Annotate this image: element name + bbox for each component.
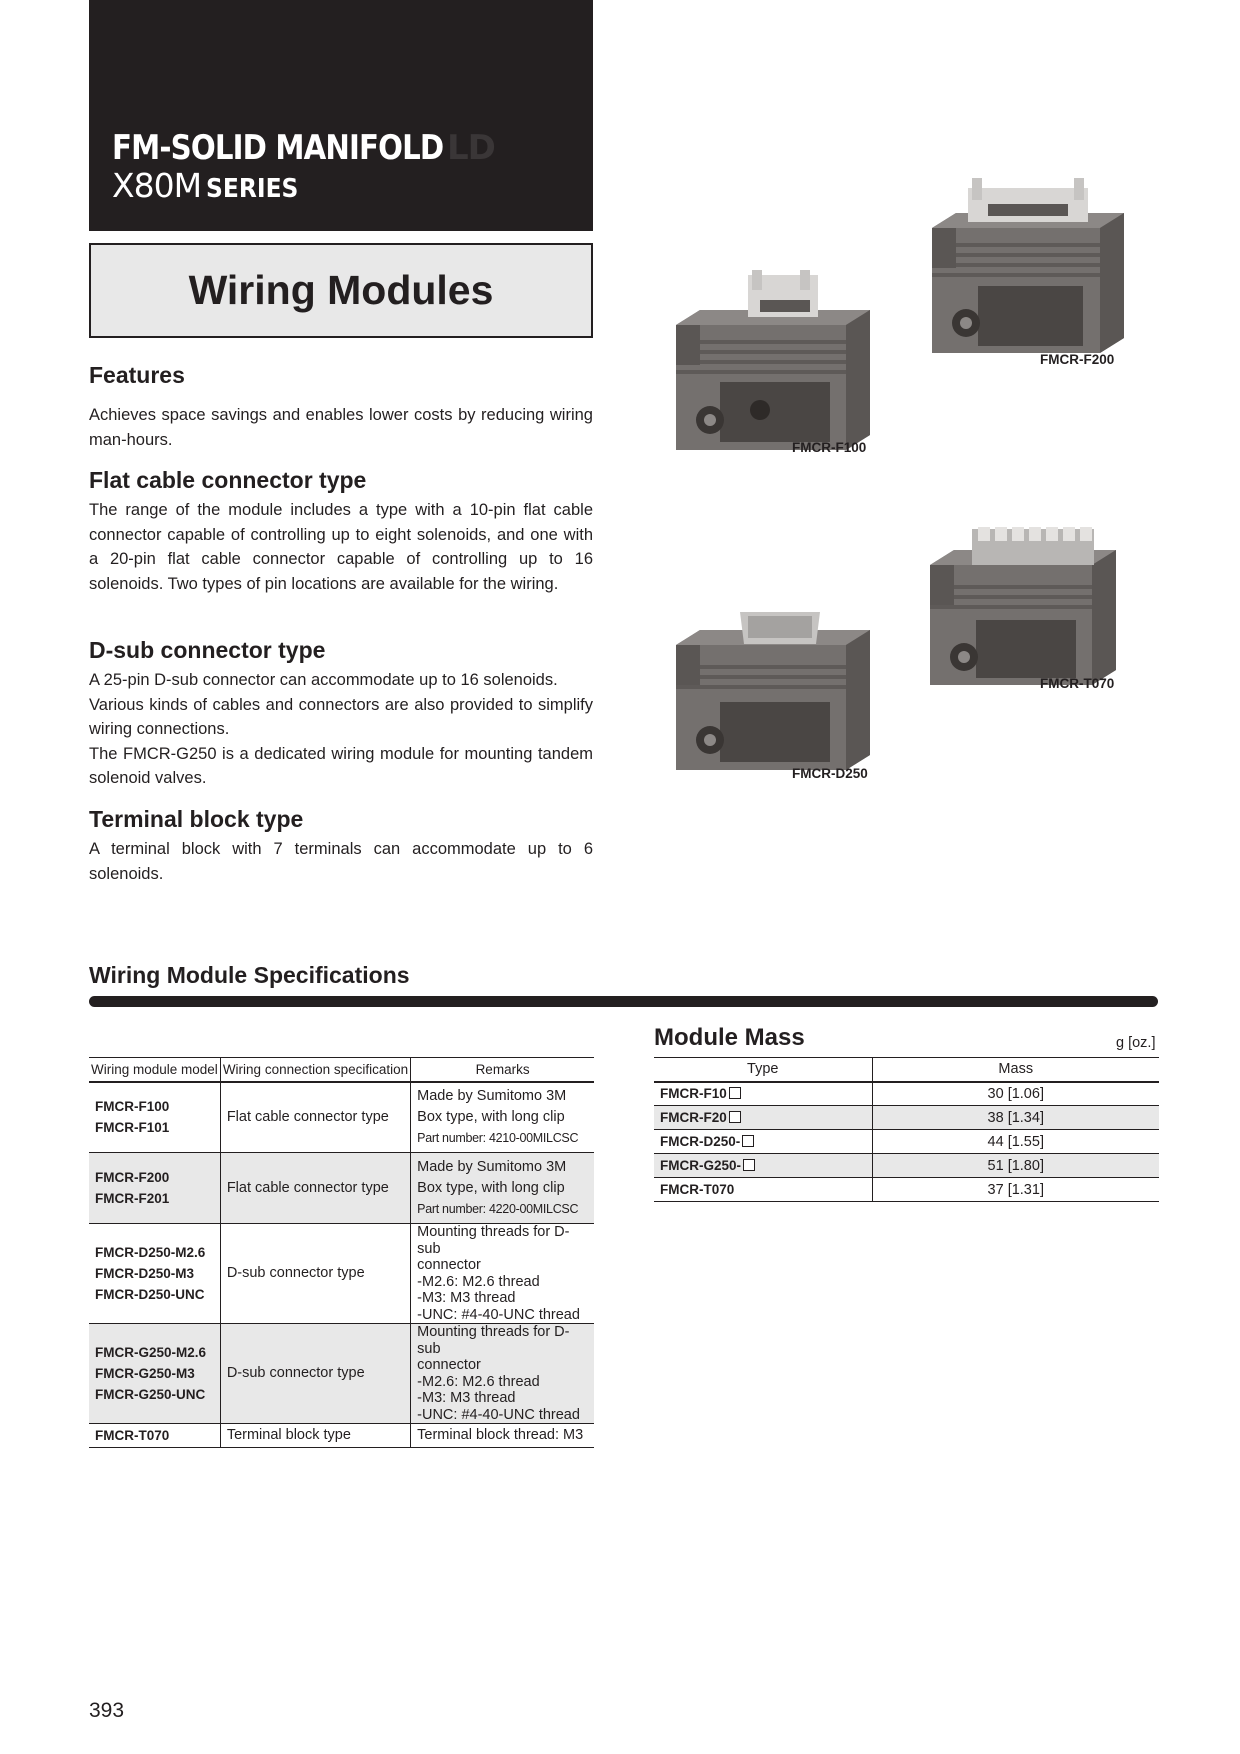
column-header-spec: Wiring connection specification xyxy=(220,1058,410,1082)
module-title-box xyxy=(89,243,593,338)
remark-line: Mounting threads for D-sub xyxy=(417,1224,570,1257)
dsub-text-line1: A 25-pin D-sub connector can accommodate up to 16 solenoids. xyxy=(89,671,558,689)
remark-line: -M2.6: M2.6 thread xyxy=(417,1373,540,1390)
specs-title: Wiring Module Specifications xyxy=(89,962,410,988)
model-cell xyxy=(89,1324,220,1424)
model-name: FMCR-D250-M2.6 xyxy=(95,1245,206,1260)
column-header-mass: Mass xyxy=(872,1058,1159,1082)
mass-title: Module Mass xyxy=(654,1024,805,1051)
dsub-text-line2: Various kinds of cables and connectors are also provided to simplify wiring connections. xyxy=(89,695,593,738)
table-row xyxy=(89,1224,594,1324)
model-name: FMCR-G250-UNC xyxy=(95,1387,206,1402)
remark-line: Box type, with long clip xyxy=(417,1179,565,1196)
table-row xyxy=(654,1106,1159,1130)
table-row xyxy=(654,1178,1159,1202)
remarks-cell xyxy=(411,1153,594,1224)
table-header-row xyxy=(654,1058,1159,1082)
column-header-model: Wiring module model xyxy=(89,1058,220,1082)
model-cell xyxy=(89,1153,220,1224)
part-number: Part number: 4210-00MILCSC xyxy=(417,1130,579,1145)
table-header-row xyxy=(89,1058,594,1082)
mass-value: 44 [1.55] xyxy=(872,1130,1159,1154)
series-code: X80M xyxy=(112,166,202,205)
remark-line: Terminal block thread: M3 xyxy=(417,1427,584,1443)
remark-line: connector xyxy=(417,1257,481,1273)
fmcr-f200-photo xyxy=(928,178,1138,378)
dsub-text xyxy=(89,668,593,791)
type-name: FMCR-F20 xyxy=(660,1110,727,1125)
model-name: FMCR-G250-M2.6 xyxy=(95,1345,207,1360)
table-row xyxy=(89,1082,594,1153)
model-cell xyxy=(89,1424,220,1448)
model-name: FMCR-T070 xyxy=(95,1428,170,1443)
mass-value: 51 [1.80] xyxy=(872,1154,1159,1178)
remark-line: -M3: M3 thread xyxy=(417,1390,516,1406)
model-name: FMCR-F201 xyxy=(95,1191,170,1206)
spec-cell: D-sub connector type xyxy=(220,1324,410,1424)
fmcr-f200-label: FMCR-F200 xyxy=(1040,352,1115,367)
fmcr-f100-label: FMCR-F100 xyxy=(792,440,867,455)
variant-box-icon xyxy=(742,1135,754,1147)
model-name: FMCR-F200 xyxy=(95,1170,170,1185)
series-header xyxy=(89,0,593,231)
table-row xyxy=(654,1082,1159,1106)
remarks-cell xyxy=(411,1324,594,1424)
spec-cell: D-sub connector type xyxy=(220,1224,410,1324)
remark-line: Made by Sumitomo 3M xyxy=(417,1087,567,1104)
spec-cell: Flat cable connector type xyxy=(220,1082,410,1153)
remark-line: Made by Sumitomo 3M xyxy=(417,1158,567,1175)
features-heading: Features xyxy=(89,362,185,388)
variant-box-icon xyxy=(743,1159,755,1171)
model-name: FMCR-D250-UNC xyxy=(95,1287,205,1302)
column-header-type: Type xyxy=(654,1058,872,1082)
model-name: FMCR-D250-M3 xyxy=(95,1266,195,1281)
fmcr-t070-label: FMCR-T070 xyxy=(1040,676,1115,691)
column-header-remarks: Remarks xyxy=(411,1058,594,1082)
header-series xyxy=(112,166,308,205)
remark-line: -UNC: #4-40-UNC thread xyxy=(417,1406,580,1423)
remark-line: Mounting threads for D-sub xyxy=(417,1324,570,1357)
spec-cell: Terminal block type xyxy=(220,1424,410,1448)
mass-value: 38 [1.34] xyxy=(872,1106,1159,1130)
model-name: FMCR-F101 xyxy=(95,1120,170,1136)
remark-line: -M2.6: M2.6 thread xyxy=(417,1273,540,1290)
model-cell xyxy=(89,1082,220,1153)
fmcr-d250-label: FMCR-D250 xyxy=(792,766,868,781)
type-cell xyxy=(654,1130,872,1154)
page-title: Wiring Modules xyxy=(188,267,494,313)
remark-line: connector xyxy=(417,1357,481,1373)
type-cell xyxy=(654,1106,872,1130)
module-mass-table xyxy=(654,1057,1159,1202)
mass-value: 30 [1.06] xyxy=(872,1082,1159,1106)
spec-cell: Flat cable connector type xyxy=(220,1153,410,1224)
remark-line: -UNC: #4-40-UNC thread xyxy=(417,1306,580,1323)
model-name: FMCR-F100 xyxy=(95,1099,170,1115)
fmcr-t070-photo xyxy=(928,525,1138,695)
variant-box-icon xyxy=(729,1111,741,1123)
header-title: FM-SOLID MANIFOLD xyxy=(112,128,444,168)
table-row xyxy=(89,1153,594,1224)
table-row xyxy=(654,1154,1159,1178)
type-name: FMCR-F10 xyxy=(660,1086,727,1102)
table-row xyxy=(89,1424,594,1448)
features-text: Achieves space savings and enables lower costs by reducing wiring man-hours. xyxy=(89,406,593,449)
flat-cable-heading: Flat cable connector type xyxy=(89,467,367,493)
header-title-ghost-text: LD xyxy=(447,128,495,168)
mass-value: 37 [1.31] xyxy=(872,1178,1159,1202)
part-number: Part number: 4220-00MILCSC xyxy=(417,1201,579,1216)
model-name: FMCR-G250-M3 xyxy=(95,1366,195,1381)
wiring-module-spec-table xyxy=(89,1057,594,1448)
flat-cable-text: The range of the module includes a type with a 10-pin flat cable connector capable of controlling up to eight solenoids, and one with a 20-pin flat cable connector capable of controlling up to 16 solenoids. Two types of pin locations are available for the wiring. xyxy=(89,501,593,593)
model-cell xyxy=(89,1224,220,1324)
remarks-cell xyxy=(411,1424,594,1448)
remarks-cell xyxy=(411,1082,594,1153)
remark-line: -M3: M3 thread xyxy=(417,1290,516,1306)
type-name: FMCR-D250- xyxy=(660,1134,741,1149)
mass-unit: g [oz.] xyxy=(1116,1035,1156,1051)
remarks-cell xyxy=(411,1224,594,1324)
fmcr-d250-photo xyxy=(670,610,880,790)
terminal-text: A terminal block with 7 terminals can accommodate up to 6 solenoids. xyxy=(89,840,593,883)
type-cell xyxy=(654,1178,872,1202)
type-name: FMCR-T070 xyxy=(660,1182,735,1197)
specs-divider xyxy=(89,996,1158,1007)
dsub-heading: D-sub connector type xyxy=(89,637,326,663)
type-name: FMCR-G250- xyxy=(660,1158,742,1173)
page-number: 393 xyxy=(89,1699,125,1722)
terminal-heading: Terminal block type xyxy=(89,806,304,832)
table-row xyxy=(89,1324,594,1424)
type-cell xyxy=(654,1082,872,1106)
series-word: SERIES xyxy=(205,174,298,204)
dsub-text-line3: The FMCR-G250 is a dedicated wiring module for mounting tandem solenoid valves. xyxy=(89,744,593,787)
table-row xyxy=(654,1130,1159,1154)
type-cell xyxy=(654,1154,872,1178)
variant-box-icon xyxy=(729,1087,741,1099)
remark-line: Box type, with long clip xyxy=(417,1108,565,1125)
